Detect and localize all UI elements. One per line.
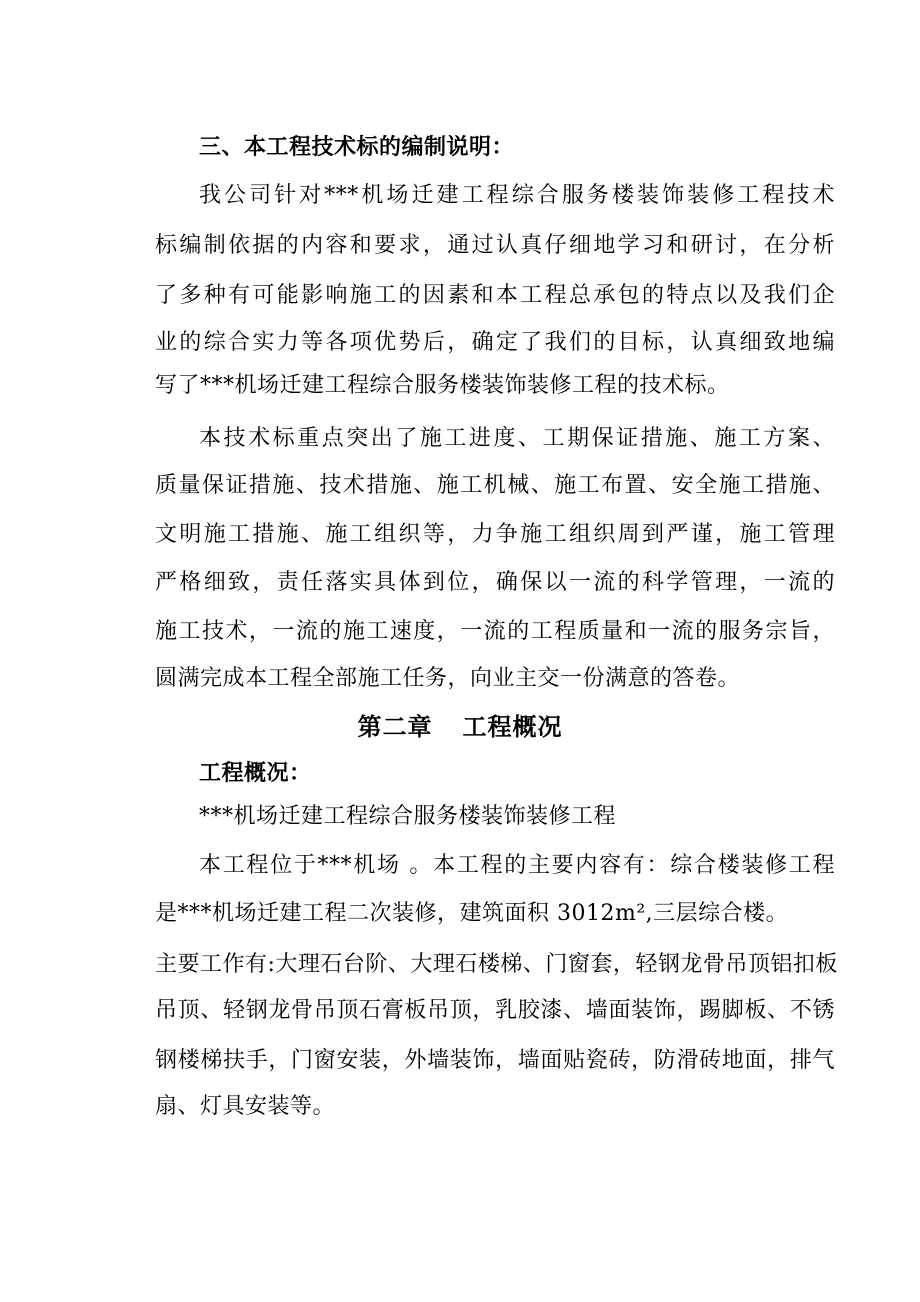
paragraph2-line-6: 圆满完成本工程全部施工任务，向业主交一份满意的答卷。: [155, 666, 741, 691]
main-work-line-2: 吊顶、轻钢龙骨吊顶石膏板吊顶，乳胶漆、墙面装饰，踢脚板、不锈: [155, 998, 835, 1023]
paragraph1-line-3: 了多种有可能影响施工的因素和本工程总承包的特点以及我们企: [155, 283, 835, 308]
section-heading: 三、本工程技术标的编制说明：: [199, 134, 515, 160]
chapter-heading: [0, 711, 920, 743]
paragraph2-line-5: 施工技术，一流的施工速度，一流的工程质量和一流的服务宗旨，: [155, 619, 835, 644]
paragraph2-line-2: 质量保证措施、技术措施、施工机械、施工布置、安全施工措施、: [155, 473, 835, 498]
project-name: ***机场迁建工程综合服务楼装饰装修工程: [199, 804, 617, 829]
location-line-2: 是***机场迁建工程二次装修，建筑面积 3012m²,三层综合楼。: [155, 901, 789, 926]
main-work-line-4: 扇、灯具安装等。: [155, 1094, 336, 1119]
main-work-line-3: 钢楼梯扶手，门窗安装，外墙装饰，墙面贴瓷砖，防滑砖地面，排气: [155, 1048, 835, 1073]
paragraph2-line-3: 文明施工措施、施工组织等，力争施工组织周到严谨，施工管理: [155, 522, 835, 547]
chapter-title: 工程概况: [462, 712, 563, 741]
paragraph2-line-4: 严格细致，责任落实具体到位，确保以一流的科学管理，一流的: [155, 570, 835, 595]
main-work-line-1: 主要工作有:大理石台阶、大理石楼梯、门窗套，轻钢龙骨吊顶铝扣板: [155, 952, 838, 977]
paragraph2-line-1: 本技术标重点突出了施工进度、工期保证措施、施工方案、: [199, 426, 835, 451]
paragraph1-line-2: 标编制依据的内容和要求，通过认真仔细地学习和研讨，在分析: [155, 233, 835, 258]
paragraph1-line-5: 写了***机场迁建工程综合服务楼装饰装修工程的技术标。: [155, 373, 730, 398]
paragraph1-line-4: 业的综合实力等各项优势后，确定了我们的目标，认真细致地编: [155, 330, 835, 355]
chapter-number: 第二章: [357, 712, 433, 741]
overview-heading: 工程概况：: [199, 760, 312, 786]
location-line-1: 本工程位于***机场 。本工程的主要内容有：综合楼装修工程: [199, 853, 835, 878]
paragraph1-line-1: 我公司针对***机场迁建工程综合服务楼装饰装修工程技术: [199, 183, 835, 208]
